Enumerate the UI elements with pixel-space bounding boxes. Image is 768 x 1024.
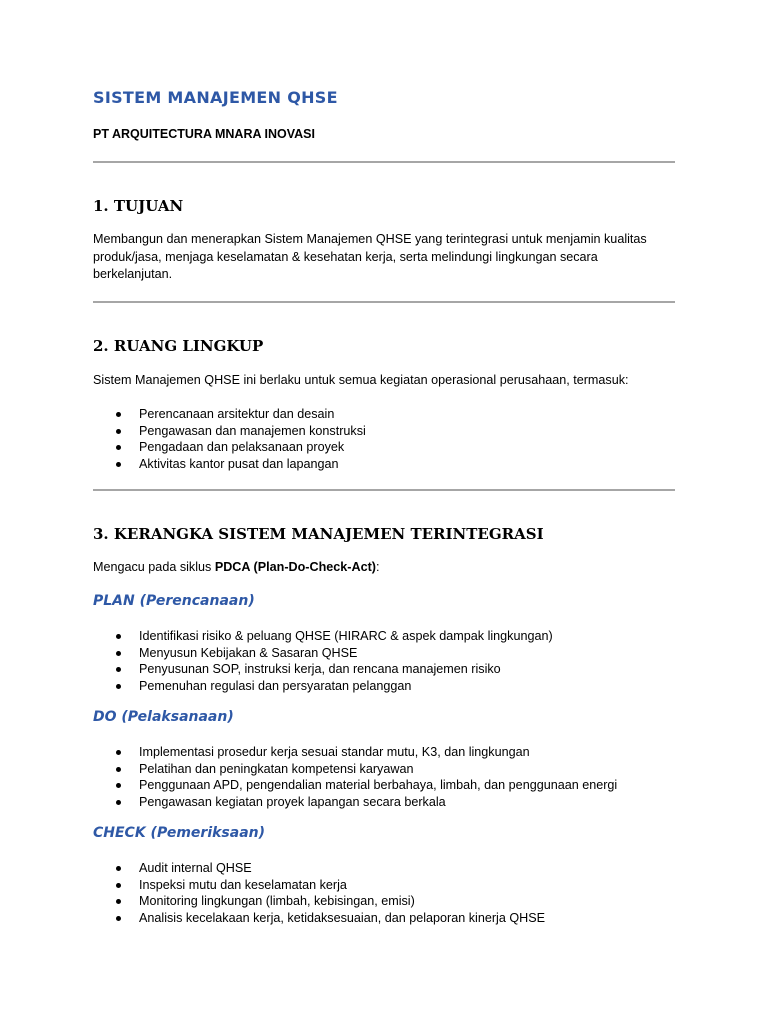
bullet-icon xyxy=(116,429,121,434)
section-heading-ruang-lingkup: 2. RUANG LINGKUP xyxy=(93,337,264,355)
phase-heading-plan: PLAN (Perencanaan) xyxy=(93,593,255,609)
intro-prefix: Mengacu pada siklus xyxy=(93,560,215,574)
company-name: PT ARQUITECTURA MNARA INOVASI xyxy=(93,127,315,141)
intro-suffix: : xyxy=(375,560,380,574)
list-item xyxy=(93,423,366,440)
list-item xyxy=(93,744,617,761)
list-item xyxy=(93,761,617,778)
list-item xyxy=(93,406,366,423)
list-item-text: Pengawasan kegiatan proyek lapangan secara berkala xyxy=(139,794,446,809)
list-item xyxy=(93,777,617,794)
list-item xyxy=(93,439,366,456)
ruang-lingkup-intro xyxy=(93,372,675,390)
list-item-text: Implementasi prosedur kerja sesuai standar mutu, K3, dan lingkungan xyxy=(139,745,530,759)
phase-heading-check: CHECK (Pemeriksaan) xyxy=(93,825,266,841)
bullet-icon xyxy=(116,883,121,888)
bullet-icon xyxy=(116,866,121,871)
divider xyxy=(93,161,675,163)
list-item xyxy=(93,678,553,695)
plan-list xyxy=(93,628,553,694)
paragraph-line: Sistem Manajemen QHSE ini berlaku untuk semua kegiatan operasional perusahaan, termasuk: xyxy=(93,373,629,387)
paragraph-line: produk/jasa, menjaga keselamatan & kesehatan kerja, serta melindungi lingkungan secara xyxy=(93,249,598,264)
bullet-icon xyxy=(116,899,121,904)
bullet-icon xyxy=(116,800,121,805)
bullet-icon xyxy=(116,750,121,755)
ruang-lingkup-list xyxy=(93,406,366,472)
document-title: SISTEM MANAJEMEN QHSE xyxy=(93,88,338,107)
section-heading-tujuan: 1. TUJUAN xyxy=(93,197,184,215)
list-item xyxy=(93,910,545,927)
bullet-icon xyxy=(116,651,121,656)
bullet-icon xyxy=(116,667,121,672)
list-item xyxy=(93,860,545,877)
list-item-text: Identifikasi risiko & peluang QHSE (HIRARC & aspek dampak lingkungan) xyxy=(139,629,553,643)
list-item-text: Pengawasan dan manajemen konstruksi xyxy=(139,423,366,438)
bullet-icon xyxy=(116,684,121,689)
list-item xyxy=(93,661,553,678)
do-list xyxy=(93,744,617,810)
bullet-icon xyxy=(116,916,121,921)
list-item-text: Analisis kecelakaan kerja, ketidaksesuaian, dan pelaporan kinerja QHSE xyxy=(139,910,546,925)
list-item xyxy=(93,794,617,811)
list-item-text: Inspeksi mutu dan keselamatan kerja xyxy=(139,877,347,892)
list-item-text: Perencanaan arsitektur dan desain xyxy=(139,407,335,421)
list-item xyxy=(93,877,545,894)
list-item xyxy=(93,645,553,662)
divider xyxy=(93,489,675,491)
list-item xyxy=(93,456,366,473)
divider xyxy=(93,301,675,303)
kerangka-intro xyxy=(93,559,675,577)
bullet-icon xyxy=(116,634,121,639)
list-item-text: Penyusunan SOP, instruksi kerja, dan rencana manajemen risiko xyxy=(139,662,501,677)
list-item-text: Audit internal QHSE xyxy=(139,861,252,875)
bullet-icon xyxy=(116,767,121,772)
tujuan-paragraph xyxy=(93,231,675,284)
paragraph-line: berkelanjutan. xyxy=(93,267,173,282)
list-item xyxy=(93,628,553,645)
check-list xyxy=(93,860,545,926)
bullet-icon xyxy=(116,412,121,417)
phase-heading-do: DO (Pelaksanaan) xyxy=(93,709,234,725)
list-item-text: Pemenuhan regulasi dan persyaratan pelanggan xyxy=(139,678,412,693)
list-item xyxy=(93,893,545,910)
bullet-icon xyxy=(116,462,121,467)
list-item-text: Pelatihan dan peningkatan kompetensi karyawan xyxy=(139,761,414,776)
bullet-icon xyxy=(116,783,121,788)
paragraph-line: Membangun dan menerapkan Sistem Manajemen QHSE yang terintegrasi untuk menjamin kualitas xyxy=(93,232,647,246)
list-item-text: Aktivitas kantor pusat dan lapangan xyxy=(139,456,339,471)
list-item-text: Monitoring lingkungan (limbah, kebisingan, emisi) xyxy=(139,894,415,909)
list-item-text: Penggunaan APD, pengendalian material berbahaya, limbah, dan penggunaan energi xyxy=(139,778,618,793)
list-item-text: Menyusun Kebijakan & Sasaran QHSE xyxy=(139,645,358,660)
paragraph-line xyxy=(93,559,675,577)
pdca-label: PDCA (Plan-Do-Check-Act) xyxy=(214,560,376,574)
bullet-icon xyxy=(116,445,121,450)
section-heading-kerangka: 3. KERANGKA SISTEM MANAJEMEN TERINTEGRASI xyxy=(93,525,544,543)
list-item-text: Pengadaan dan pelaksanaan proyek xyxy=(139,440,345,455)
